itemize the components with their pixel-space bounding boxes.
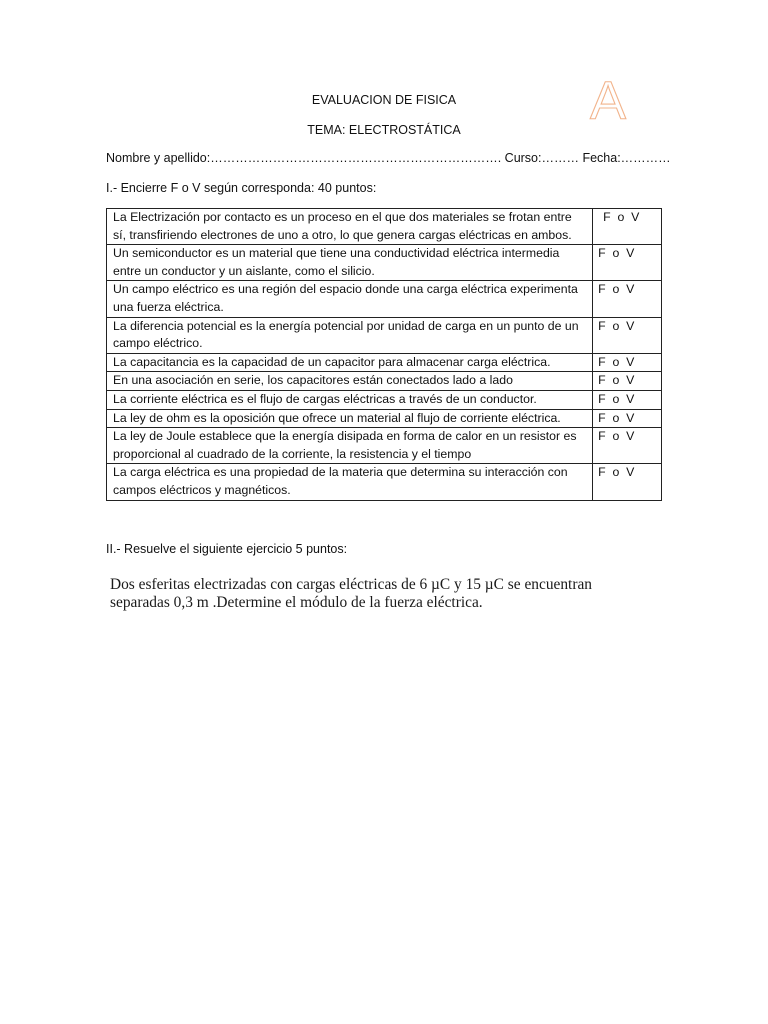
statement-text: La corriente eléctrica es el flujo de cargas eléctricas a través de un conductor. xyxy=(107,390,593,409)
statement-row xyxy=(107,353,662,372)
statement-text: La Electrización por contacto es un proceso en el que dos materiales se frotan entre sí, transfiriendo electrones de uno a otro, lo que genera cargas eléctricas en ambos. xyxy=(107,209,593,245)
true-false-choice[interactable]: F o V xyxy=(593,317,662,353)
exercise-line-2: separadas 0,3 m .Determine el módulo de la fuerza eléctrica. xyxy=(110,594,483,611)
statement-text: La diferencia potencial es la energía potencial por unidad de carga en un punto de un campo eléctrico. xyxy=(107,317,593,353)
statement-row xyxy=(107,281,662,317)
exam-title: EVALUACION DE FISICA xyxy=(311,93,457,107)
statement-row xyxy=(107,390,662,409)
student-info-line: Nombre y apellido:……………………………………………………………. Curso:……… Fecha:………… xyxy=(106,151,671,165)
statement-text: La ley de Joule establece que la energía disipada en forma de calor en un resistor es proporcional al cuadrado de la corriente, la resistencia y el tiempo xyxy=(107,428,593,464)
statement-row xyxy=(107,409,662,428)
true-false-choice[interactable]: F o V xyxy=(593,428,662,464)
statement-row xyxy=(107,372,662,391)
true-false-choice[interactable]: F o V xyxy=(593,353,662,372)
true-false-choice[interactable]: F o V xyxy=(593,409,662,428)
section1-heading: I.- Encierre F o V según corresponda: 40 puntos: xyxy=(106,181,377,195)
statement-row xyxy=(107,317,662,353)
true-false-choice[interactable]: F o V xyxy=(593,281,662,317)
statement-text: La carga eléctrica es una propiedad de la materia que determina su interacción con campos eléctricos y magnéticos. xyxy=(107,464,593,500)
statement-row xyxy=(107,209,662,245)
statement-text: La capacitancia es la capacidad de un capacitor para almacenar carga eléctrica. xyxy=(107,353,593,372)
true-false-choice[interactable]: F o V xyxy=(593,209,662,245)
true-false-choice[interactable]: F o V xyxy=(593,245,662,281)
statement-text: Un campo eléctrico es una región del espacio donde una carga eléctrica experimenta una fuerza eléctrica. xyxy=(107,281,593,317)
statement-text: En una asociación en serie, los capacitores están conectados lado a lado xyxy=(107,372,593,391)
statement-row xyxy=(107,464,662,500)
version-letter: A xyxy=(589,72,627,124)
exercise-line-1: Dos esferitas electrizadas con cargas eléctricas de 6 µC y 15 µC se encuentran xyxy=(110,576,592,593)
true-false-table-body xyxy=(107,209,662,501)
statement-text: Un semiconductor es un material que tiene una conductividad eléctrica intermedia entre un conductor y un aislante, como el silicio. xyxy=(107,245,593,281)
exam-topic: TEMA: ELECTROSTÁTICA xyxy=(307,123,461,137)
statement-text: La ley de ohm es la oposición que ofrece un material al flujo de corriente eléctrica. xyxy=(107,409,593,428)
true-false-choice[interactable]: F o V xyxy=(593,372,662,391)
true-false-choice[interactable]: F o V xyxy=(593,464,662,500)
statement-row xyxy=(107,245,662,281)
true-false-table xyxy=(106,208,662,501)
statement-row xyxy=(107,428,662,464)
version-letter-mark xyxy=(585,72,631,124)
section2-heading: II.- Resuelve el siguiente ejercicio 5 puntos: xyxy=(106,542,348,556)
exercise-statement xyxy=(110,576,592,612)
true-false-choice[interactable]: F o V xyxy=(593,390,662,409)
